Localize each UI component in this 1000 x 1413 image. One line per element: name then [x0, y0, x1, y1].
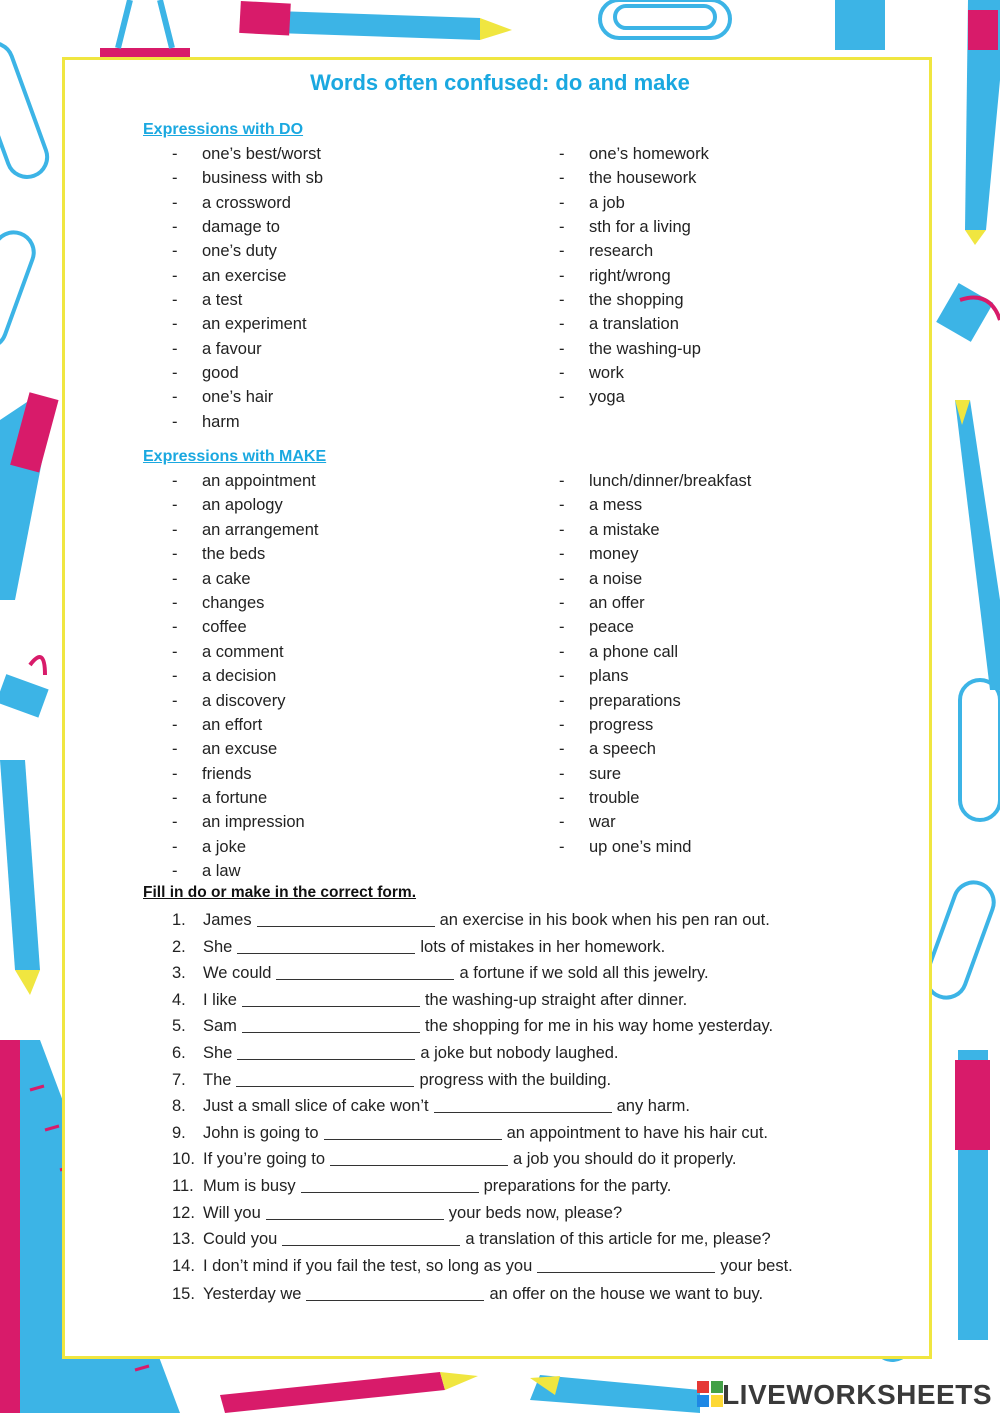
exercise-item: 1. James an exercise in his book when his pen ran out.: [172, 911, 770, 929]
answer-blank[interactable]: [236, 1070, 414, 1087]
pencil-icon: [0, 760, 40, 995]
exercise-item: 7. The progress with the building.: [172, 1070, 612, 1089]
answer-blank[interactable]: [257, 910, 435, 927]
pencil-icon: [220, 1372, 700, 1413]
liveworksheets-logo-icon: [697, 1381, 723, 1407]
exercise-item: 9. John is going to an appointment to have his hair cut.: [172, 1123, 769, 1142]
exercise-item: 2. She lots of mistakes in her homework.: [172, 937, 666, 956]
pen-icon: [0, 392, 59, 600]
answer-blank[interactable]: [306, 1284, 484, 1301]
make-section-heading: Expressions with MAKE: [143, 448, 327, 465]
exercise-instructions: Fill in do or make in the correct form.: [143, 884, 417, 901]
exercise-item: 4. I like the washing-up straight after dinner.: [172, 990, 688, 1009]
answer-blank[interactable]: [537, 1256, 715, 1273]
exercise-list: [172, 907, 793, 1309]
pencil-icon: [965, 0, 1000, 245]
answer-blank[interactable]: [324, 1123, 502, 1140]
answer-blank[interactable]: [276, 963, 454, 980]
answer-blank[interactable]: [237, 1043, 415, 1060]
binder-clip-icon: [936, 283, 1000, 342]
exercise-item: 11. Mum is busy preparations for the party.: [172, 1176, 672, 1195]
answer-blank[interactable]: [330, 1149, 508, 1166]
answer-blank[interactable]: [242, 1016, 420, 1033]
binder-clip-icon: [0, 657, 49, 718]
exercise-item: 5. Sam the shopping for me in his way home yesterday.: [172, 1017, 774, 1036]
exercise-item: 10. If you’re going to a job you should do it properly.: [172, 1150, 737, 1169]
answer-blank[interactable]: [282, 1229, 460, 1246]
exercise-item: 15. Yesterday we an offer on the house we want to buy.: [172, 1284, 764, 1303]
brand-wordmark: LIVEWORKSHEETS: [722, 1379, 992, 1410]
answer-blank[interactable]: [301, 1176, 479, 1193]
exercise-item: 6. She a joke but nobody laughed.: [172, 1043, 619, 1062]
answer-blank[interactable]: [434, 1096, 612, 1113]
pencil-icon: [239, 1, 512, 40]
exercise-item: 13. Could you a translation of this article for me, please?: [172, 1230, 771, 1249]
page-title: Words often confused: do and make: [310, 70, 690, 95]
answer-blank[interactable]: [237, 937, 415, 954]
paper-clip-icon: [600, 0, 730, 38]
answer-blank[interactable]: [242, 990, 420, 1007]
exercise-item: 14. I don’t mind if you fail the test, so long as you your best.: [172, 1256, 793, 1275]
exercise-item: 3. We could a fortune if we sold all this jewelry.: [172, 964, 709, 983]
pen-icon: [955, 1050, 990, 1340]
answer-blank[interactable]: [266, 1203, 444, 1220]
do-section-heading: Expressions with DO: [143, 121, 304, 138]
pen-icon: [835, 0, 885, 50]
exercise-item: 8. Just a small slice of cake won’t any harm.: [172, 1097, 690, 1116]
exercise-item: 12. Will you your beds now, please?: [172, 1203, 623, 1222]
pen-icon: [955, 400, 1000, 690]
